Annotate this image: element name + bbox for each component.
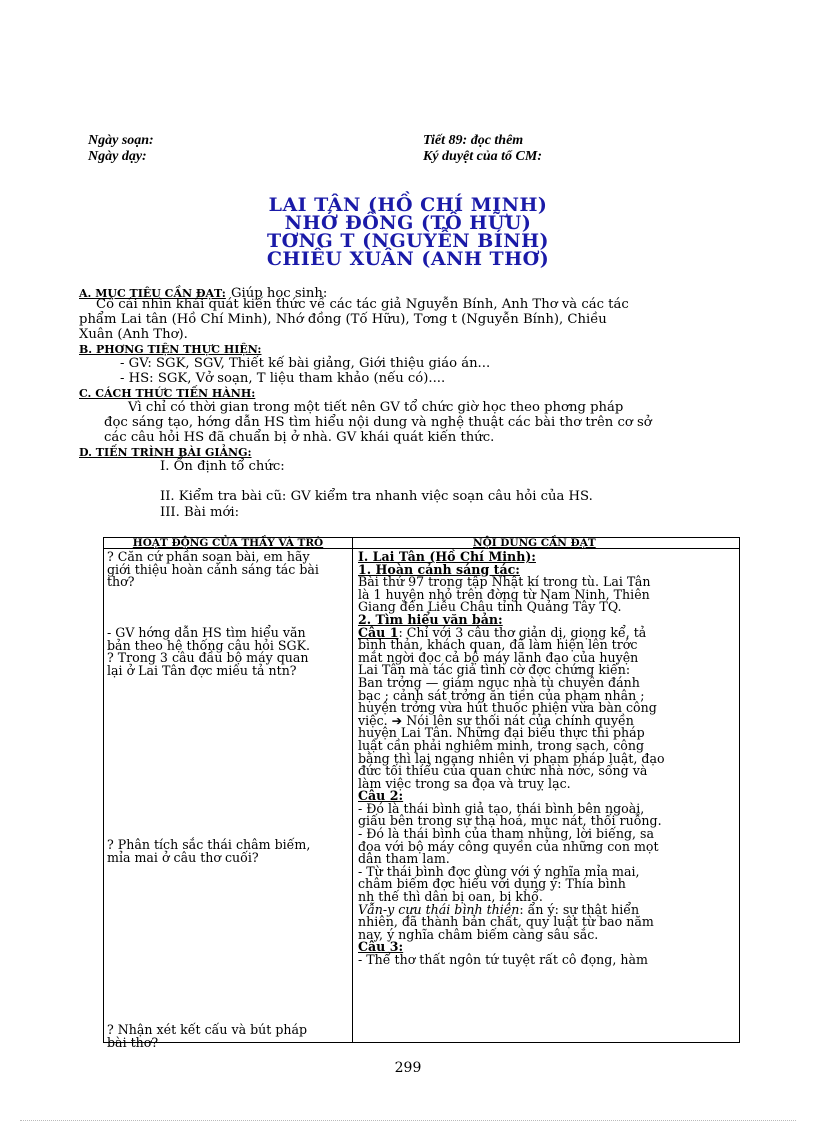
heading-lai-tan: I. Lai Tân (Hồ Chí Minh): <box>358 549 536 564</box>
question-satire: ? Phân tích sắc thái châm biếm, mỉa mai ở câu thơ cuối? <box>107 837 311 865</box>
cau-3-label: Câu 3: <box>358 939 404 955</box>
step-2: II. Kiểm tra bài cũ: GV kiểm tra nhanh việc soạn câu hỏi của HS. <box>160 489 593 504</box>
lesson-number: Tiết 89: đọc thêm <box>423 133 524 148</box>
approval-label: Ký duyệt của tổ CM: <box>423 149 542 164</box>
title-chieu-xuan: CHIỀU XUÂN (ANH THƠ) <box>266 248 550 270</box>
section-b-heading: B. PHƠNG TIỆN THỰC HIỆN: <box>79 343 262 356</box>
section-a-line: Có cái nhìn khái quát kiến thức về các tác giả Nguyễn Bính, Anh Thơ và các tác <box>96 297 629 312</box>
section-a-line: phẩm Lai tân (Hồ Chí Minh), Nhớ đồng (Tố Hữu), Tơng t (Nguyễn Bính), Chiều <box>79 312 607 327</box>
content-cell: I. Lai Tân (Hồ Chí Minh): 1. Hoàn cảnh sáng tác: Bài thứ 97 trong tập Nhật kí trong tù. Lai Tân là 1 huyện nhỏ trên đờng từ Nam Ninh, Thiên Giang đến Liễu Châu tỉnh Quảng Tây TQ. 2. Tìm hiểu văn bản: Câu 1: Chỉ với 3 câu thơ giản dị, giọng kể, tả bình thản, khách quan, đã làm hiện lên trớc mắt ngời đọc cả bộ máy lãnh đạo của huyện Lai Tân mà tác giả tình cờ đợc chứng kiến: Ban trởng — giám ngục nhà tù chuyên đánh bạc ; cảnh sát trởng ăn tiền của phạm nhân ; huyện trởng vừa hút thuốc phiện vừa bàn công việc. ➔ Nói lên sự thối nát của chính quyền huyện Lai Tân. Những đại biểu thực thi pháp luật cần phải nghiêm minh, trong sạch, công bằng thì lại ngang nhiên vi phạm pháp luật, đạo đức tối thiểu của quan chức nhà nớc, sống và làm việc trong sa đọa và truỵ lạc. Câu 2: - Đó là thái bình giả tạo, thái bình bên ngoài, giấu bên trong sự thạ hoá, mục nát, thối ruỗng. - Đó là thái bình của tham nhũng, lời biếng, sa đọa với bộ máy công quyền của những con mọt dân tham lam. - Từ thái bình đợc dùng với ý nghĩa mỉa mai, châm biếm đợc hiểu với dụng ý: Thía bình nh thế thì dân bị oan, bị khổ. Vẫn-y cựu thái bình thiên: ẩn ý: sự thật hiển nhiên, đã thành bản chất, quy luật từ bao năm nay, ý nghĩa châm biếm càng sâu sắc. Câu 3: - Thể thơ thất ngôn tứ tuyệt rất cô đọng, hàm <box>353 549 740 1043</box>
title-lai-tan: LAI TÂN (HỒ CHÍ MINH) <box>268 194 548 216</box>
heading-context: 1. Hoàn cảnh sáng tác: <box>358 561 520 577</box>
heading-text-study: 2. Tìm hiểu văn bản: <box>358 611 503 627</box>
page-bottom-divider <box>20 1120 796 1121</box>
section-a-heading: A. MỤC TIÊU CẦN ĐẠT: <box>79 287 226 300</box>
column-header-activities: HOẠT ĐỘNG CỦA THẦY VÀ TRÒ <box>104 538 353 549</box>
right-arrow-icon: ➔ <box>391 712 403 728</box>
step-3: III. Bài mới: <box>160 505 240 520</box>
column-header-content: NỘI DUNG CẦN ĐẠT <box>353 538 740 549</box>
section-a-intro: Giúp học sinh: <box>230 286 328 301</box>
title-nho-dong: NHỚ ĐỒNG (TỐ HỮU) <box>284 212 532 234</box>
section-c-line: Vì chỉ có thời gian trong một tiết nên GV tổ chức giờ học theo phơng pháp <box>128 400 624 415</box>
section-c-line: các câu hỏi HS đã chuẩn bị ở nhà. GV khái quát kiến thức. <box>104 430 495 445</box>
section-a-line: Xuân (Anh Thơ). <box>79 327 188 342</box>
cau-2-label: Câu 2: <box>358 788 404 804</box>
quoted-verse: Vẫn-y cựu thái bình thiên <box>358 901 520 917</box>
title-tuong-tu: TƠNG T (NGUYỄN BÍNH) <box>266 230 550 252</box>
step-1: I. Ổn định tổ chức: <box>160 459 285 474</box>
ngay-day-label: Ngày dạy: <box>88 149 147 164</box>
ngay-soan-label: Ngày soạn: <box>88 133 154 148</box>
question-structure: ? Nhận xét kết cấu và bút pháp bài thơ? <box>107 1022 308 1050</box>
section-c-line: đọc sáng tạo, hớng dẫn HS tìm hiểu nội dung và nghệ thuật các bài thơ trên cơ sở <box>104 415 652 430</box>
section-b-line: - GV: SGK, SGV, Thiết kế bài giảng, Giới thiệu giáo án... <box>120 356 491 371</box>
question-context: ? Căn cứ phần soạn bài, em hãy giới thiệu hoàn cảnh sáng tác bài thơ? <box>107 549 319 590</box>
cau-1-label: Câu 1 <box>358 624 399 640</box>
lesson-table <box>103 537 740 1050</box>
activities-cell <box>104 549 353 1050</box>
section-c-heading: C. CÁCH THỨC TIẾN HÀNH: <box>79 387 256 400</box>
page-number: 299 <box>394 1060 422 1076</box>
section-b-line: - HS: SGK, Vở soạn, T liệu tham khảo (nếu có).... <box>120 371 446 386</box>
section-d-heading: D. TIẾN TRÌNH BÀI GIẢNG: <box>79 446 252 459</box>
question-content-analysis: - GV hớng dẫn HS tìm hiểu văn bản theo hệ thống câu hỏi SGK. ? Trong 3 câu đầu bộ máy quan lại ở Lai Tân đợc miêu tả ntn? <box>107 625 311 678</box>
